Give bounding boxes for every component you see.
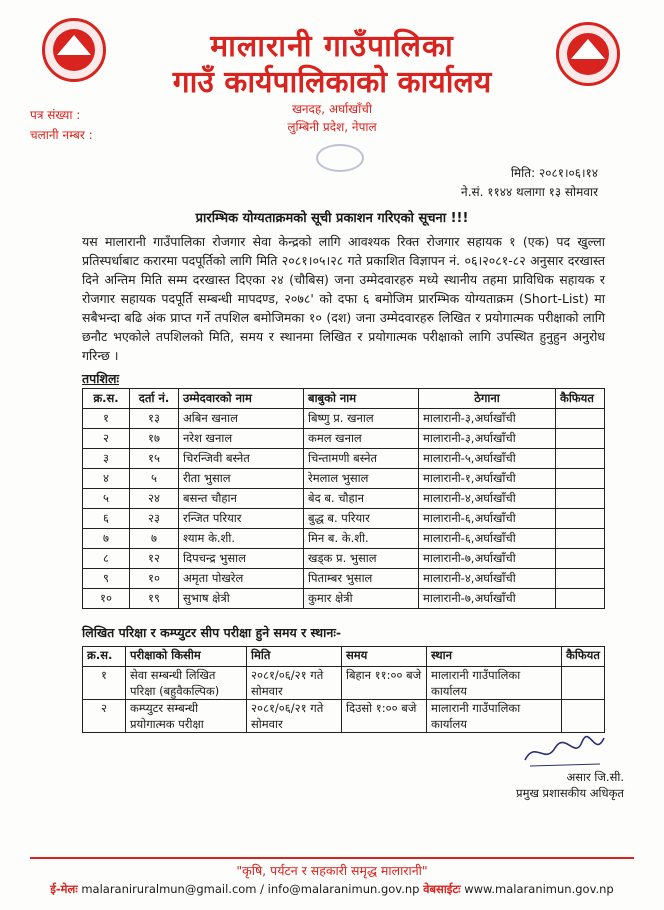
col-header: क्र.स. [83, 389, 130, 409]
col-header: मिति [247, 647, 342, 667]
table-cell: दिपचन्द्र भुसाल [179, 549, 304, 569]
table-cell: मालारानी-५,अर्घाखाँची [419, 449, 556, 469]
table-cell: १ [83, 667, 126, 700]
table-cell [556, 429, 605, 449]
table-cell: मालारानी-३,अर्घाखाँची [419, 409, 556, 429]
candidate-row [83, 529, 605, 549]
stamp-mark [316, 144, 364, 172]
col-header: परीक्षाको किसीम [126, 647, 247, 667]
signature-scribble [520, 730, 610, 772]
tapsil-label: तपशिलः [82, 371, 119, 386]
candidate-row [83, 549, 605, 569]
table-cell: खड्क प्र. भुसाल [304, 549, 419, 569]
signatory-name: असार जि.सी. [566, 770, 624, 784]
table-cell: ७ [83, 529, 130, 549]
table-cell: मिन ब. के.शी. [304, 529, 419, 549]
table-cell: २४ [130, 489, 179, 509]
email-links[interactable]: malaraniruralmun@gmail.com / info@malaranimun.gov.np [81, 882, 420, 896]
candidate-row [83, 469, 605, 489]
table-cell: रीता भुसाल [179, 469, 304, 489]
col-header: उम्मेदवारको नाम [179, 389, 304, 409]
website-link[interactable]: www.malaranimun.gov.np [464, 882, 614, 896]
candidate-row [83, 569, 605, 589]
table-cell: १३ [130, 409, 179, 429]
table-cell: ५ [130, 469, 179, 489]
table-cell: मालारानी-४,अर्घाखाँची [419, 489, 556, 509]
table-cell: रन्जित परियार [179, 509, 304, 529]
table-cell [556, 469, 605, 489]
table-cell: ६ [83, 509, 130, 529]
table-cell: सुभाष क्षेत्री [179, 589, 304, 609]
table-cell [556, 489, 605, 509]
candidate-table [82, 388, 605, 609]
date-line: मिति: २०८१।०६।१४ [510, 166, 598, 180]
candidate-table-header [83, 389, 605, 409]
candidate-row [83, 449, 605, 469]
candidate-row [83, 589, 605, 609]
table-cell: रेमलाल भुसाल [304, 469, 419, 489]
table-cell: बेद ब. चौहान [304, 489, 419, 509]
address-line-1: खनदह, अर्घाखाँची [292, 102, 372, 116]
notice-body: यस मालारानी गाउँपालिका रोजगार सेवा केन्द्रको लागि आवश्यक रिक्त रोजगार सहायक १ (एक) पद खुल्ला प्रतिस्पर्धाबाट करारमा पदपूर्तिको लागि मिति २०८१।०५।२८ गते प्रकाशित विज्ञापन नं. ०६।२०८१-८२ अनुसार दरखास्त दिने अन्तिम मिति सम्म दरखास्त दिएका २४ (चौबिस) जना उम्मेदवारहरु मध्ये स्थानीय तहमा प्राविधिक सहायक र रोजगार सहायक पदपूर्ति सम्बन्धी मापदण्ड, २०७८' को दफा ६ बमोजिम प्रारम्भिक योग्यताक्रम (Short-List) मा सबैभन्दा बढि अंक प्राप्त गर्ने तपशिल बमोजिमका १० (दश) जना उम्मेदवारहरु लिखित र प्रयोगात्मक परीक्षाको लागि छनौट भएकोले तपशिलको मिति, समय र स्थानमा लिखित र प्रयोगात्मक परीक्षाको लागि उपस्थित हुनुहुन अनुरोध गरिन्छ । [82, 234, 605, 363]
table-cell: ५ [83, 489, 130, 509]
table-cell: अमृता पोखरेल [179, 569, 304, 589]
exam-row [83, 700, 605, 733]
table-cell: पिताम्बर भुसाल [304, 569, 419, 589]
col-header: कैफियत [556, 389, 605, 409]
table-cell [556, 409, 605, 429]
table-cell: कम्प्युटर सम्बन्धी प्रयोगात्मक परीक्षा [126, 700, 247, 733]
table-cell: मालारानी-३,अर्घाखाँची [419, 429, 556, 449]
exam-table-header [83, 647, 605, 667]
patra-sankhya-label: पत्र संख्या : [30, 108, 81, 122]
candidate-row [83, 489, 605, 509]
table-cell: मालारानी-६,अर्घाखाँची [419, 509, 556, 529]
table-cell: २०८१/०६/२१ गते सोमवार [247, 700, 342, 733]
chalani-number-label: चलानी नम्बर : [30, 128, 93, 142]
candidate-row [83, 509, 605, 529]
candidate-row [83, 429, 605, 449]
address-line-2: लुम्बिनी प्रदेश, नेपाल [287, 120, 377, 134]
table-cell: बिहान ११:०० बजे [342, 667, 427, 700]
col-header: कैफियत [562, 647, 605, 667]
table-cell: ९ [83, 569, 130, 589]
table-cell: कमल खनाल [304, 429, 419, 449]
table-cell: बुद्ध ब. परियार [304, 509, 419, 529]
signatory-title: प्रमुख प्रशासकीय अधिकृत [516, 786, 624, 800]
table-cell: १२ [130, 549, 179, 569]
table-cell: मालारानी-६,अर्घाखाँची [419, 529, 556, 549]
table-cell: नरेश खनाल [179, 429, 304, 449]
table-cell: २ [83, 700, 126, 733]
table-cell: मालारानी-४,अर्घाखाँची [419, 569, 556, 589]
office-name: गाउँ कार्यपालिकाको कार्यालय [172, 65, 492, 100]
table-cell: १ [83, 409, 130, 429]
table-cell: बिष्णु प्र. खनाल [304, 409, 419, 429]
table-cell: दिउसो १:०० बजे [342, 700, 427, 733]
exam-schedule-label: लिखित परिक्षा र कम्प्युटर सीप परीक्षा हुने समय र स्थानः- [82, 625, 342, 640]
table-cell: बसन्त चौहान [179, 489, 304, 509]
table-cell: सेवा सम्बन्धी लिखित परिक्षा (बहुवैकल्पिक) [126, 667, 247, 700]
table-cell: मालारानी-१,अर्घाखाँची [419, 469, 556, 489]
table-cell: ३ [83, 449, 130, 469]
table-cell: १५ [130, 449, 179, 469]
table-cell: १० [130, 569, 179, 589]
table-cell: श्याम के.शी. [179, 529, 304, 549]
nepal-sambat-line: ने.सं. ११४४ थलागा १३ सोमवार [461, 185, 598, 199]
table-cell: मालारानी गाउँपालिका कार्यालय [427, 667, 562, 700]
table-cell: अबिन खनाल [179, 409, 304, 429]
table-cell: १९ [130, 589, 179, 609]
table-cell: मालारानी-७,अर्घाखाँची [419, 589, 556, 609]
email-label: ई-मेलः [50, 882, 78, 896]
table-cell: २३ [130, 509, 179, 529]
col-header: बाबुको नाम [304, 389, 419, 409]
col-header: स्थान [427, 647, 562, 667]
col-header: क्र.स. [83, 647, 126, 667]
footer-motto: "कृषि, पर्यटन र सहकारी समृद्ध मालारानी" [236, 863, 428, 878]
municipality-name: मालारानी गाउँपालिका [210, 29, 454, 64]
exam-row [83, 667, 605, 700]
col-header: ठेगाना [419, 389, 556, 409]
exam-schedule-table [82, 646, 605, 733]
website-label: वेबसाईटः [423, 882, 461, 896]
table-cell: २०८१/०६/२१ गते सोमवार [247, 667, 342, 700]
table-cell [556, 549, 605, 569]
table-cell: कुमार क्षेत्री [304, 589, 419, 609]
table-cell [556, 509, 605, 529]
table-cell: १० [83, 589, 130, 609]
notice-subject: प्रारम्भिक योग्यताक्रमको सूची प्रकाशन गरिएको सूचना !!! [195, 211, 469, 226]
table-cell: २ [83, 429, 130, 449]
table-cell: १७ [130, 429, 179, 449]
table-cell: मालारानी-७,अर्घाखाँची [419, 549, 556, 569]
table-cell: ७ [130, 529, 179, 549]
footer-contact [0, 882, 664, 897]
footer-divider [30, 857, 634, 859]
table-cell [562, 700, 605, 733]
table-cell [556, 449, 605, 469]
table-cell [556, 569, 605, 589]
table-cell: मालारानी गाउँपालिका कार्यालय [427, 700, 562, 733]
table-cell [562, 667, 605, 700]
table-cell: ८ [83, 549, 130, 569]
table-cell: ४ [83, 469, 130, 489]
table-cell: चिरन्जिवी बस्नेत [179, 449, 304, 469]
candidate-row [83, 409, 605, 429]
table-cell: चिन्तामणी बस्नेत [304, 449, 419, 469]
col-header: दर्ता नं. [130, 389, 179, 409]
table-cell [556, 529, 605, 549]
col-header: समय [342, 647, 427, 667]
table-cell [556, 589, 605, 609]
